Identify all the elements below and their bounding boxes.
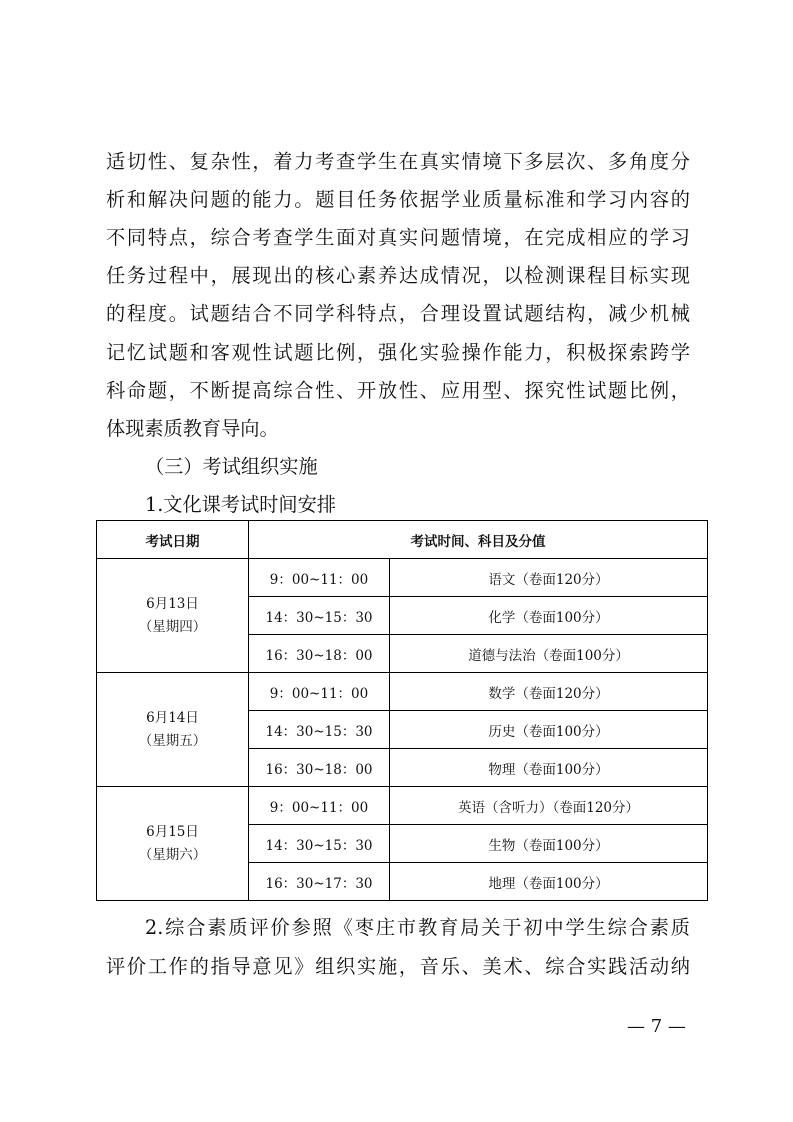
subject-cell: 生物（卷面100分） bbox=[390, 825, 708, 863]
weekday-text: （星期四） bbox=[138, 618, 207, 635]
time-cell: 14：30~15：30 bbox=[249, 597, 390, 635]
time-cell: 14：30~15：30 bbox=[249, 825, 390, 863]
subject-cell: 数学（卷面120分） bbox=[390, 673, 708, 711]
time-cell: 9：00~11：00 bbox=[249, 559, 390, 597]
paragraph-line: 体现素质教育导向。 bbox=[106, 417, 279, 440]
header-exam-date: 考试日期 bbox=[97, 521, 249, 559]
time-cell: 14：30~15：30 bbox=[249, 711, 390, 749]
time-cell: 9：00~11：00 bbox=[249, 673, 390, 711]
exam-schedule-table bbox=[96, 520, 708, 901]
header-time-subject: 考试时间、科目及分值 bbox=[249, 521, 708, 559]
subject-cell: 物理（卷面100分） bbox=[390, 749, 708, 787]
date-cell bbox=[97, 673, 249, 787]
table-row bbox=[97, 559, 708, 597]
date-text: 6月15日 bbox=[146, 823, 199, 840]
subject-cell: 语文（卷面120分） bbox=[390, 559, 708, 597]
paragraph-line: 科命题，不断提高综合性、开放性、应用型、探究性试题比例， bbox=[106, 379, 690, 402]
date-cell bbox=[97, 787, 249, 901]
paragraph-line: 2.综合素质评价参照《枣庄市教育局关于初中学生综合素质 bbox=[145, 916, 690, 939]
date-text: 6月14日 bbox=[146, 709, 199, 726]
subject-cell: 地理（卷面100分） bbox=[390, 863, 708, 901]
paragraph-line: 评价工作的指导意见》组织实施，音乐、美术、综合实践活动纳 bbox=[106, 955, 690, 978]
table-header-row bbox=[97, 521, 708, 559]
weekday-text: （星期五） bbox=[138, 732, 207, 749]
paragraph-line: 的程度。试题结合不同学科特点，合理设置试题结构，减少机械 bbox=[106, 302, 690, 325]
time-cell: 9：00~11：00 bbox=[249, 787, 390, 825]
paragraph-line: 适切性、复杂性，着力考查学生在真实情境下多层次、多角度分 bbox=[106, 150, 690, 173]
subject-cell: 化学（卷面100分） bbox=[390, 597, 708, 635]
time-cell: 16：30~18：00 bbox=[249, 635, 390, 673]
subsection-heading: 1.文化课考试时间安排 bbox=[145, 493, 336, 516]
page-number: — 7 — bbox=[627, 1016, 686, 1037]
subject-cell: 英语（含听力）（卷面120分） bbox=[390, 787, 708, 825]
paragraph-line: 任务过程中，展现出的核心素养达成情况，以检测课程目标实现 bbox=[106, 264, 690, 287]
time-cell: 16：30~18：00 bbox=[249, 749, 390, 787]
table-row bbox=[97, 787, 708, 825]
date-cell bbox=[97, 559, 249, 673]
date-text: 6月13日 bbox=[146, 595, 199, 612]
section-heading: （三）考试组织实施 bbox=[145, 455, 318, 478]
paragraph-line: 记忆试题和客观性试题比例，强化实验操作能力，积极探索跨学 bbox=[106, 341, 690, 364]
paragraph-line: 析和解决问题的能力。题目任务依据学业质量标准和学习内容的 bbox=[106, 188, 690, 211]
time-cell: 16：30~17：30 bbox=[249, 863, 390, 901]
weekday-text: （星期六） bbox=[138, 846, 207, 863]
paragraph-line: 不同特点，综合考查学生面对真实问题情境，在完成相应的学习 bbox=[106, 226, 690, 249]
subject-cell: 历史（卷面100分） bbox=[390, 711, 708, 749]
table-row bbox=[97, 673, 708, 711]
subject-cell: 道德与法治（卷面100分） bbox=[390, 635, 708, 673]
